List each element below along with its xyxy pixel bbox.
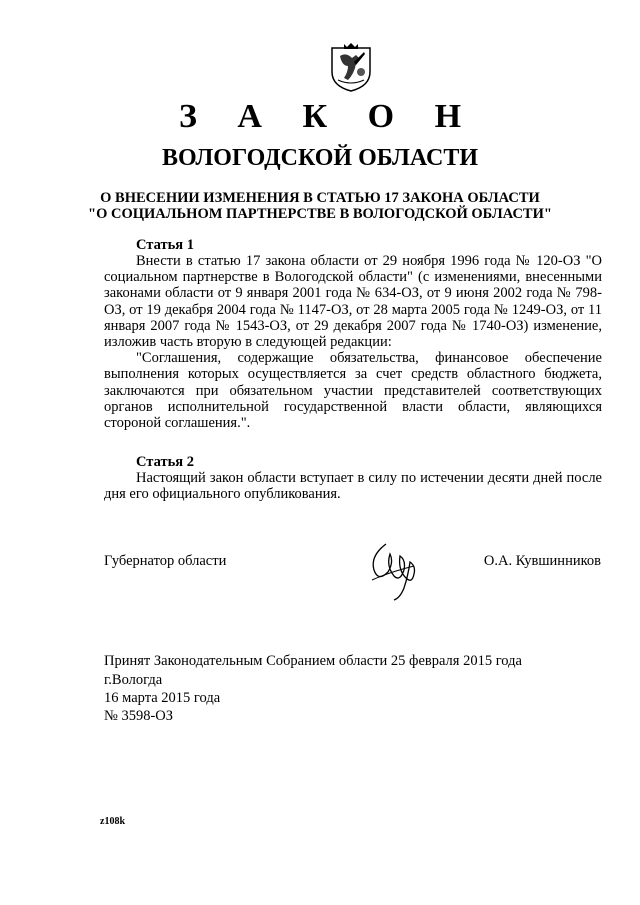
law-title: З А К О Н xyxy=(178,98,478,135)
law-number: № 3598-ОЗ xyxy=(104,708,174,724)
article-1-paragraph-1: Внести в статью 17 закона области от 29 ноября 1996 года № 120-ОЗ "О социальном партнерстве в Вологодской области" (с изменениями, внесенными законами области от 9 января 2001 года № 634-ОЗ, от 9 июня 2002 года № 798-ОЗ, от 19 декабря 2004 года № 1147-ОЗ, от 28 марта 2005 года № 1249-ОЗ, от 11 января 2007 года № 1543-ОЗ, от 29 декабря 2007 года № 1740-ОЗ) изменение, изложив часть вторую в следующей редакции: xyxy=(104,253,602,351)
document-code: z108k xyxy=(100,816,125,827)
adoption-note: Принят Законодательным Собранием области 25 февраля 2015 года xyxy=(104,653,522,669)
article-2-paragraph: Настоящий закон области вступает в силу по истечении десяти дней после дня его официального опубликования. xyxy=(104,470,602,503)
article-1-body xyxy=(104,253,602,431)
law-subject-line-1: О ВНЕСЕНИИ ИЗМЕНЕНИЯ В СТАТЬЮ 17 ЗАКОНА ОБЛАСТИ xyxy=(100,190,540,206)
article-2-body xyxy=(104,470,602,502)
article-1-heading: Статья 1 xyxy=(136,237,194,253)
city: г.Вологда xyxy=(104,672,163,688)
region-title: ВОЛОГОДСКОЙ ОБЛАСТИ xyxy=(161,145,479,171)
signing-date: 16 марта 2015 года xyxy=(104,690,221,706)
governor-name: О.А. Кувшинников xyxy=(483,553,601,569)
article-2-heading: Статья 2 xyxy=(136,454,194,470)
coat-of-arms-icon xyxy=(330,42,372,92)
handwritten-signature xyxy=(364,536,424,604)
law-subject-line-2: "О СОЦИАЛЬНОМ ПАРТНЕРСТВЕ В ВОЛОГОДСКОЙ ОБЛАСТИ" xyxy=(88,206,552,222)
article-1-paragraph-2: "Соглашения, содержащие обязательства, финансовое обеспечение выполнения которых осуществляется за счет средств областного бюджета, заключаются при обязательном участии представителей соответствующих органов исполнительной государственной власти области, являющихся стороной соглашения.". xyxy=(104,350,602,432)
governor-label: Губернатор области xyxy=(104,553,227,569)
